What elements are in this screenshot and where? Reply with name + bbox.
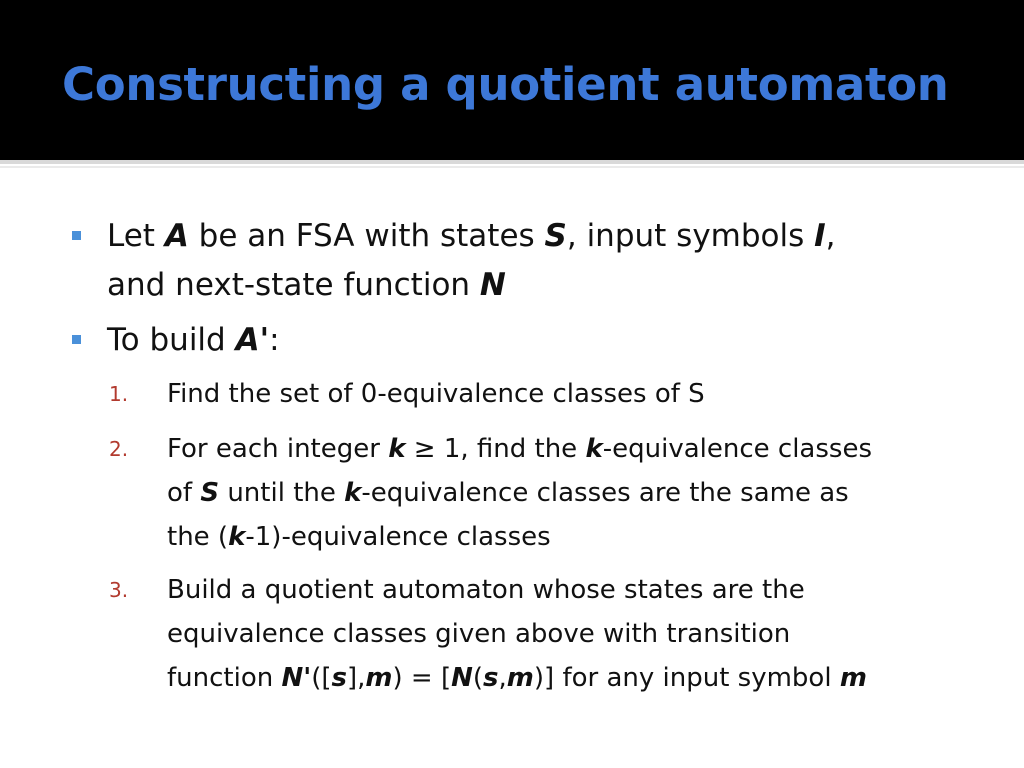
- symbol-A-prime: A': [235, 322, 270, 358]
- square-bullet-icon: [72, 231, 81, 240]
- symbol-N-prime: N': [281, 663, 312, 693]
- numbered-item-1: [109, 372, 977, 416]
- text-run: (: [472, 663, 484, 693]
- text-run: ≥ 1, find the: [405, 434, 586, 464]
- list-number: 2.: [109, 437, 129, 461]
- text-run: of: [167, 478, 201, 508]
- text-run: For each integer: [167, 434, 389, 464]
- symbol-s: s: [483, 663, 499, 693]
- slide-title: Constructing a quotient automaton: [62, 58, 949, 111]
- symbol-k: k: [228, 522, 246, 552]
- text-run: )] for any input symbol: [533, 663, 840, 693]
- bullet-item-fsa-definition: [107, 212, 987, 310]
- bullet-item-build: [107, 316, 987, 365]
- symbol-k: k: [344, 478, 362, 508]
- text-run: , input symbols: [566, 218, 815, 254]
- text-run: and next-state function: [107, 267, 480, 303]
- text-run: function: [167, 663, 282, 693]
- list-number: 3.: [109, 578, 129, 602]
- text-run: -1)-equivalence classes: [245, 522, 551, 552]
- square-bullet-icon: [72, 335, 81, 344]
- numbered-item-2: [109, 427, 977, 559]
- title-divider: [0, 160, 1024, 164]
- symbol-S: S: [200, 478, 220, 508]
- text-run: until the: [219, 478, 345, 508]
- text-run: ,: [825, 218, 836, 254]
- text-run: -equivalence classes: [602, 434, 872, 464]
- text-run: the (: [167, 522, 229, 552]
- text-run: Let: [107, 218, 165, 254]
- text-run: ],: [347, 663, 366, 693]
- symbol-N: N: [479, 267, 506, 303]
- text-run: ,: [498, 663, 507, 693]
- text-run: be an FSA with states: [188, 218, 545, 254]
- text-run: -equivalence classes are the same as: [361, 478, 849, 508]
- title-divider-shadow: [0, 166, 1024, 168]
- symbol-k: k: [388, 434, 406, 464]
- text-run: Find the set of 0-equivalence classes of S: [167, 379, 705, 409]
- symbol-k: k: [585, 434, 603, 464]
- symbol-I: I: [814, 218, 826, 254]
- symbol-A: A: [164, 218, 189, 254]
- text-run: Build a quotient automaton whose states are the: [167, 575, 805, 605]
- symbol-m: m: [839, 663, 867, 693]
- symbol-S: S: [544, 218, 567, 254]
- text-run: equivalence classes given above with transition: [167, 619, 791, 649]
- title-bar: [0, 0, 1024, 160]
- text-run: To build: [107, 322, 236, 358]
- symbol-N: N: [451, 663, 473, 693]
- symbol-m: m: [506, 663, 534, 693]
- text-run: ([: [311, 663, 332, 693]
- symbol-s: s: [331, 663, 347, 693]
- symbol-m: m: [365, 663, 393, 693]
- list-number: 1.: [109, 382, 129, 406]
- text-run: ) = [: [392, 663, 452, 693]
- numbered-item-3: [109, 568, 977, 700]
- text-run: :: [269, 322, 280, 358]
